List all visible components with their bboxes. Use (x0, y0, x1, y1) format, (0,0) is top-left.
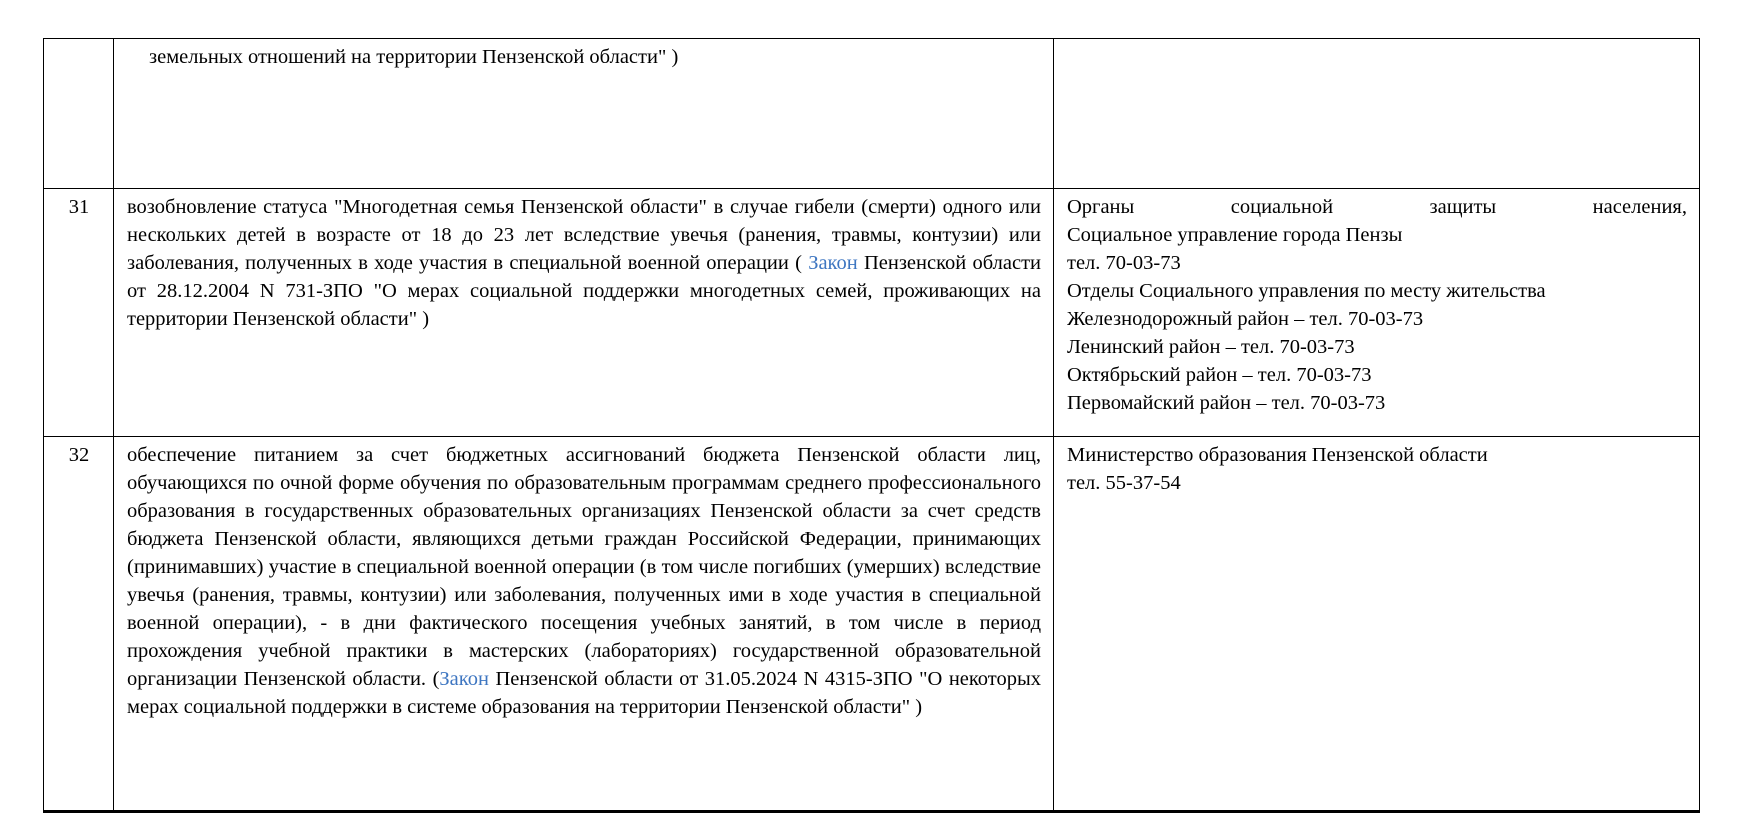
contact-cell (1054, 39, 1700, 189)
benefits-table (43, 38, 1700, 813)
contact-line: Первомайский район – тел. 70-03-73 (1067, 392, 1386, 414)
contact-cell (1054, 437, 1700, 812)
table-row (44, 189, 1700, 437)
contact-line: Органы социальной защиты населения, (1067, 196, 1687, 218)
contact-line: Ленинский район – тел. 70-03-73 (1067, 336, 1355, 358)
row-number-cell (44, 189, 114, 437)
benefit-description (127, 193, 1041, 333)
table-row (44, 39, 1700, 189)
description-text: возобновление статуса "Многодетная семья Пензенской области" в случае гибели (смерти) одного или нескольких детей в возрасте от 18 до 23 лет вследствие увечья (ранения, травмы, контузии) или заболевания, полученных в ходе участия в специальной военной операции ( (127, 196, 1041, 274)
row-number-cell (44, 437, 114, 812)
description-text: Пензенской области от 31.05.2024 N 4315-ЗПО "О некоторых мерах социальной поддержки в системе образования на территории Пензенской области" ) (127, 668, 1041, 718)
contact-line: Социальное управление города Пензы (1067, 224, 1403, 246)
contact-line: тел. 70-03-73 (1067, 252, 1181, 274)
contact-line: Министерство образования Пензенской области (1067, 444, 1488, 466)
row-number-cell (44, 39, 114, 189)
law-link[interactable]: Закон (808, 252, 858, 274)
contact-line: Железнодорожный район – тел. 70-03-73 (1067, 308, 1424, 330)
benefits-table-body (44, 39, 1700, 812)
table-row (44, 437, 1700, 812)
description-text: земельных отношений на территории Пензенской области" ) (149, 46, 679, 68)
contact-line: Отделы Социального управления по месту жительства (1067, 280, 1546, 302)
contact-line: Октябрьский район – тел. 70-03-73 (1067, 364, 1372, 386)
contact-line: тел. 55-37-54 (1067, 472, 1181, 494)
benefit-description-cell (114, 39, 1054, 189)
benefit-description (127, 441, 1041, 721)
description-text: обеспечение питанием за счет бюджетных ассигнований бюджета Пензенской области лиц, обучающихся по очной форме обучения по образовательным программам среднего профессионального образования в государственных образовательных организациях Пензенской области за счет средств бюджета Пензенской области, являющихся детьми граждан Российской Федерации, принимающих (принимавших) участие в специальной военной операции (в том числе погибших (умерших) вследствие увечья (ранения, травмы, контузии) или заболевания, полученных ими в ходе участия в специальной военной операции), - в дни фактического посещения учебных занятий, в том числе в период прохождения учебной практики в мастерских (лабораториях) государственной образовательной организации Пензенской области. ( (127, 444, 1041, 690)
benefit-description-cell (114, 437, 1054, 812)
description-text: Пензенской области от 28.12.2004 N 731-ЗПО "О мерах социальной поддержки многодетных семей, проживающих на территории Пензенской области" ) (127, 252, 1041, 330)
benefit-description (127, 43, 1041, 71)
row-number: 31 (68, 196, 90, 218)
benefit-description-cell (114, 189, 1054, 437)
row-number: 32 (68, 444, 90, 466)
contact-cell (1054, 189, 1700, 437)
law-link[interactable]: Закон (439, 668, 489, 690)
